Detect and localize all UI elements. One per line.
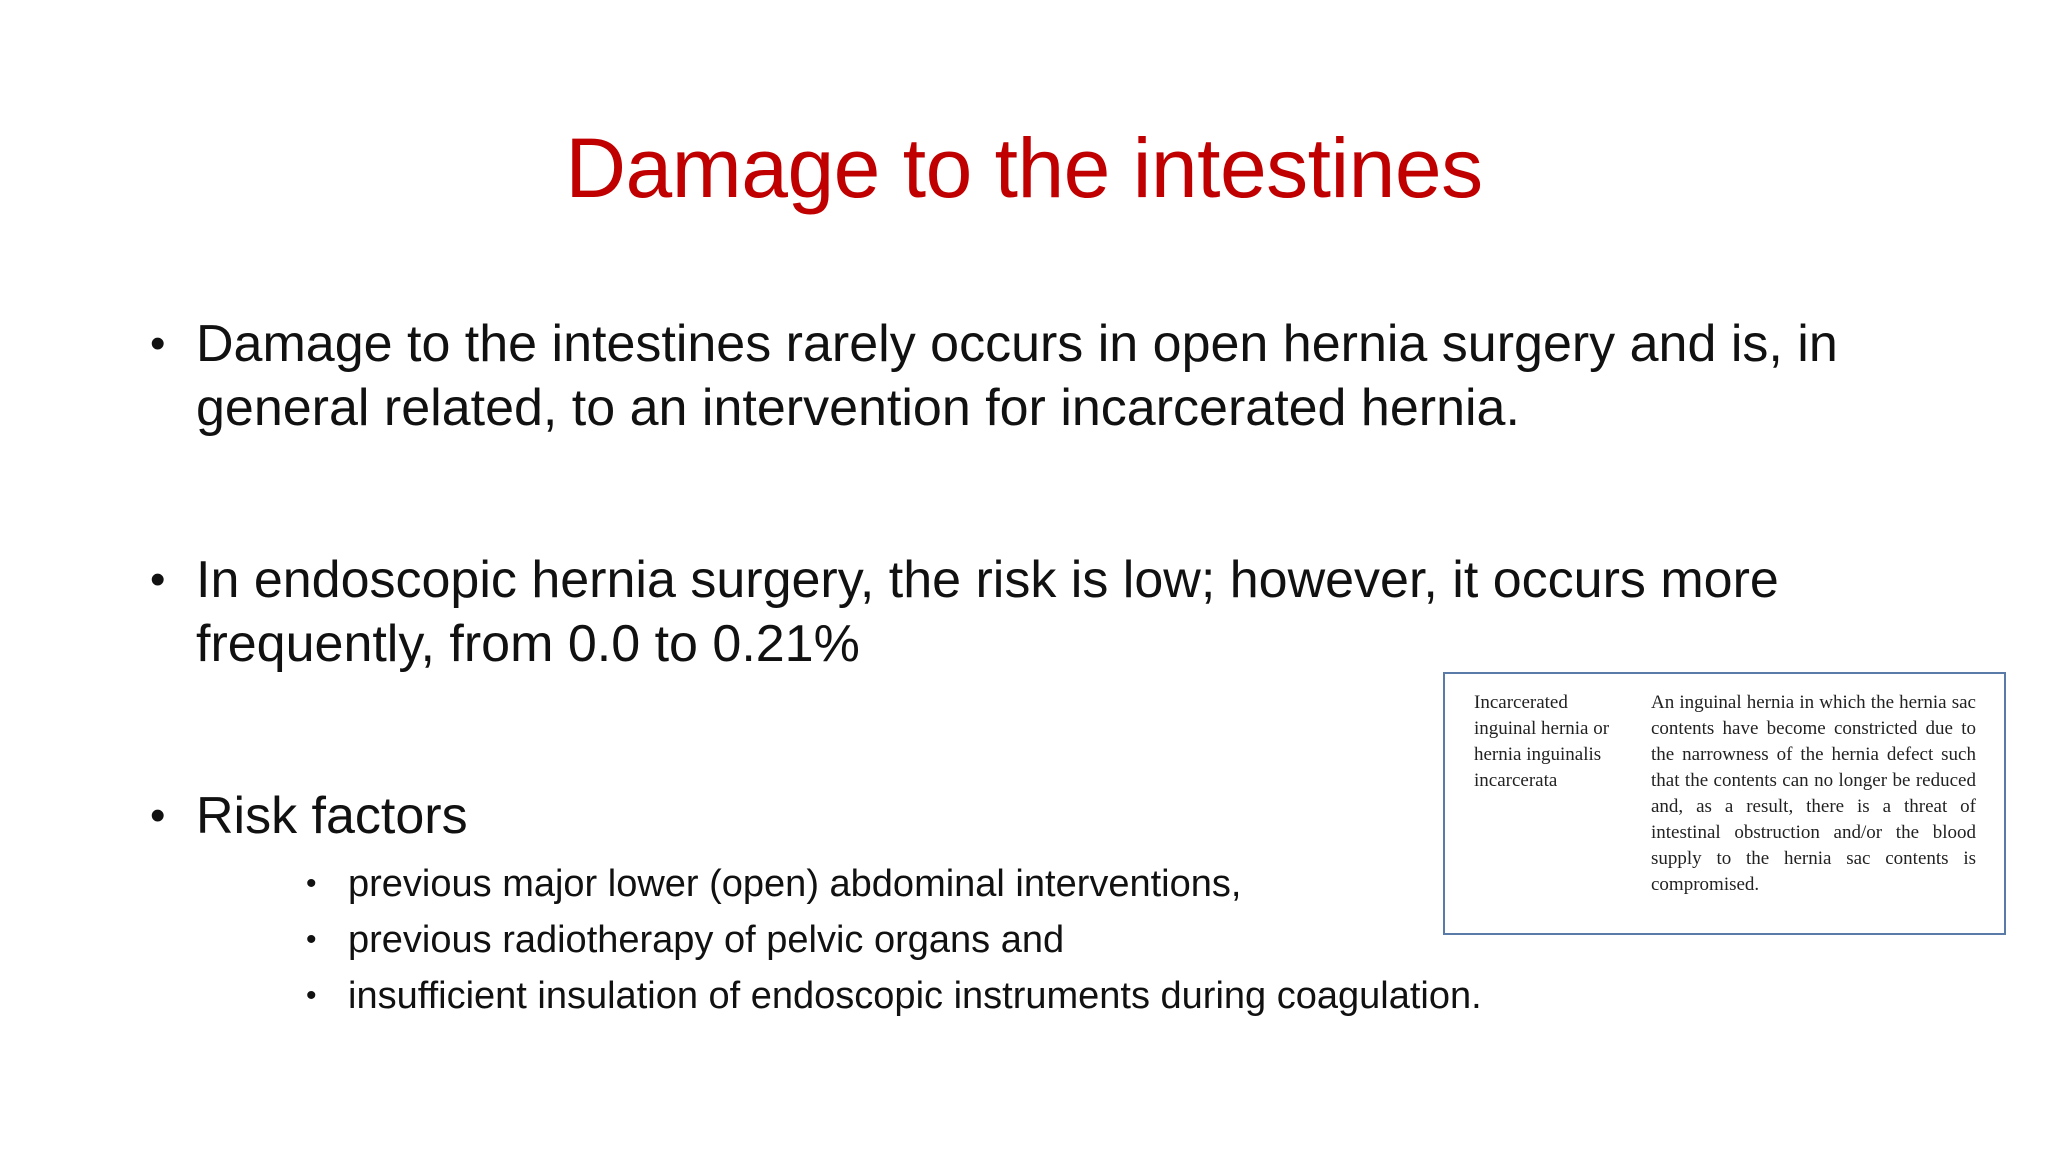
- sub-bullet-text: previous major lower (open) abdominal interventions,: [348, 863, 1242, 905]
- sub-bullet-dot-icon: •: [306, 979, 317, 1012]
- definition-description: An inguinal hernia in which the hernia sac contents have become constricted due to the narrowness of the hernia defect such that the contents can no longer be reduced and, as a result, there is a threat of intestinal obstruction and/or the blood supply to the hernia sac contents is compromised.: [1651, 692, 1976, 895]
- bullet-dot-icon: •: [150, 319, 166, 368]
- sub-bullet-text: insufficient insulation of endoscopic instruments during coagulation.: [348, 975, 1482, 1017]
- bullet-dot-icon: •: [150, 791, 166, 840]
- bullet-text: Risk factors: [196, 787, 468, 845]
- definition-box: [1443, 672, 2006, 935]
- bullet-text: Damage to the intestines rarely occurs in open hernia surgery and is, in general related, to an intervention for incarcerated hernia.: [196, 315, 1838, 437]
- definition-term: Incarcerated inguinal hernia or hernia inguinalis incarcerata: [1474, 692, 1610, 791]
- sub-bullet-dot-icon: •: [306, 867, 317, 900]
- sub-bullet-text: previous radiotherapy of pelvic organs and: [348, 919, 1065, 961]
- bullet-text: In endoscopic hernia surgery, the risk is low; however, it occurs more frequently, from 0.0 to 0.21%: [196, 551, 1779, 673]
- slide-title: Damage to the intestines: [565, 121, 1483, 215]
- bullet-dot-icon: •: [150, 555, 166, 604]
- sub-bullet-dot-icon: •: [306, 923, 317, 956]
